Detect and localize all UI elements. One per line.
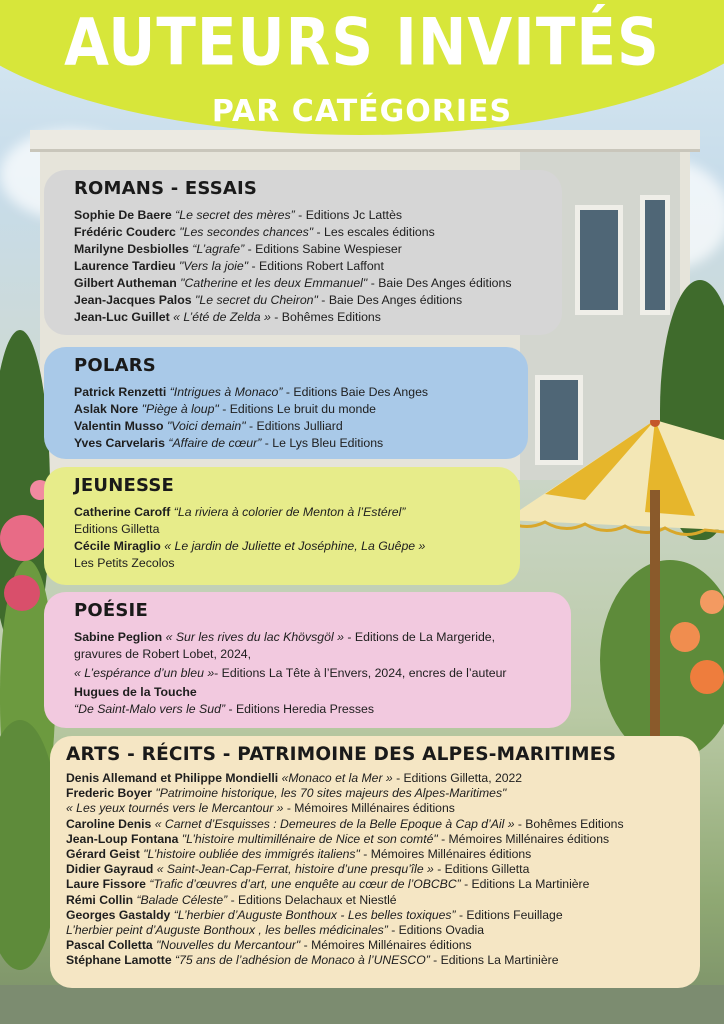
author-name: Laurence Tardieu <box>74 259 176 273</box>
publisher-info: - Editions Jc Lattès <box>294 208 403 222</box>
publisher-info: - Editions Robert Laffont <box>248 259 384 273</box>
category-card-jeunesse <box>44 467 520 585</box>
author-name: Denis Allemand et Philippe Mondielli <box>66 771 279 785</box>
entry-list <box>74 504 510 572</box>
author-name: Jean-Jacques Palos <box>74 293 192 307</box>
work-title: "Piège à loup" <box>141 402 219 416</box>
publisher-info: - Editions La Martinière <box>429 953 559 968</box>
work-title: "L’histoire multimillénaire de Nice et son comté" <box>181 831 438 846</box>
publisher-info: - Editions Delachaux et Niestlé <box>227 892 397 907</box>
publisher-info: - Editions Gilletta <box>433 862 530 877</box>
author-entry <box>74 241 552 258</box>
author-entry <box>74 684 561 701</box>
publisher-info: - Editions de La Margeride, <box>343 630 496 644</box>
author-entry <box>74 665 561 682</box>
publisher-info: - Baie Des Anges éditions <box>317 293 463 307</box>
author-entry <box>74 646 561 663</box>
author-name: Stéphane Lamotte <box>66 953 172 968</box>
rose-flower <box>0 515 46 561</box>
work-title: « L’été de Zelda » <box>173 310 271 324</box>
author-entry <box>74 224 552 241</box>
publisher-info: - Editions Sabine Wespieser <box>244 242 402 256</box>
author-name: Didier Gayraud <box>66 862 154 877</box>
orange-flower <box>700 590 724 614</box>
author-entry <box>74 538 510 555</box>
category-card-arts-recits-patrimoine <box>50 736 700 988</box>
work-title: « Saint-Jean-Cap-Ferrat, histoire d’une presqu’île » <box>156 862 434 877</box>
work-title: "Voici demain" <box>166 419 246 433</box>
category-title: POÉSIE <box>74 600 148 621</box>
author-name: Patrick Renzetti <box>74 385 167 399</box>
work-title: “Intrigues à Monaco” <box>169 385 283 399</box>
work-title: "Vers la joie" <box>179 259 249 273</box>
work-title: "Nouvelles du Mercantour" <box>156 938 301 953</box>
work-title: « L’espérance d’un bleu » <box>74 666 215 680</box>
author-entry <box>74 504 510 521</box>
author-entry <box>66 953 690 968</box>
entry-list <box>74 207 552 326</box>
publisher-info: - Mémoires Millénaires éditions <box>437 831 610 846</box>
publisher-info: - Mémoires Millénaires éditions <box>283 801 455 816</box>
author-name: Georges Gastaldy <box>66 907 171 922</box>
author-entry <box>74 309 552 326</box>
rose-flower <box>4 575 40 611</box>
category-title: ROMANS - ESSAIS <box>74 178 258 199</box>
author-entry <box>74 275 552 292</box>
author-entry <box>66 923 690 938</box>
author-entry <box>74 418 518 435</box>
category-title: POLARS <box>74 355 156 376</box>
category-title: ARTS - RÉCITS - PATRIMOINE DES ALPES-MARITIMES <box>66 744 617 765</box>
work-title: “75 ans de l’adhésion de Monaco à l’UNESCO” <box>175 953 430 968</box>
publisher-info: - Mémoires Millénaires éditions <box>300 938 472 953</box>
entry-list <box>74 629 561 718</box>
publisher-info: - Bohêmes Editions <box>270 310 381 324</box>
work-title: "Le secret du Cheiron" <box>195 293 318 307</box>
author-name: Aslak Nore <box>74 402 139 416</box>
author-name: Jean-Loup Fontana <box>66 831 179 846</box>
author-name: Jean-Luc Guillet <box>74 310 170 324</box>
work-title: “L’agrafe” <box>192 242 245 256</box>
entry-list <box>74 384 518 452</box>
author-entry <box>66 817 690 832</box>
work-title: “De Saint-Malo vers le Sud” <box>74 702 226 716</box>
publisher-info: - Le Lys Bleu Editions <box>261 436 384 450</box>
author-name: Cécile Miraglio <box>74 539 161 553</box>
author-name: Sabine Peglion <box>74 630 163 644</box>
author-entry <box>66 908 690 923</box>
category-card-romans-essais <box>44 170 562 335</box>
publisher-info: - Editions Gilletta, 2022 <box>392 771 523 785</box>
publisher-info: - Editions Baie Des Anges <box>282 385 429 399</box>
work-title: “Trafic d’œuvres d’art, une enquête au cœur de l’OBCBC” <box>149 877 461 892</box>
author-entry <box>66 847 690 862</box>
publisher-info: - Editions La Martinière <box>460 877 590 892</box>
publisher-info: Editions Gilletta <box>74 522 160 536</box>
orange-flower <box>670 622 700 652</box>
parasol-umbrella <box>505 420 724 550</box>
publisher-info: - Baie Des Anges éditions <box>367 276 512 290</box>
publisher-info: - Bohêmes Editions <box>514 816 624 831</box>
author-entry <box>74 292 552 309</box>
publisher-info: - Editions Feuillage <box>455 907 563 922</box>
page-title: AUTEURS INVITÉS <box>64 3 660 81</box>
author-name: Valentin Musso <box>74 419 164 433</box>
work-title: “Balade Céleste” <box>136 892 228 907</box>
publisher-info: - Editions Le bruit du monde <box>218 402 376 416</box>
work-title: "Patrimoine historique, les 70 sites majeurs des Alpes-Maritimes" <box>155 786 507 801</box>
category-card-poesie <box>44 592 571 728</box>
publisher-info: - Editions Julliard <box>245 419 343 433</box>
publisher-info: gravures de Robert Lobet, 2024, <box>74 647 252 661</box>
author-entry <box>74 207 552 224</box>
author-name: Pascal Colletta <box>66 938 153 953</box>
work-title: “Affaire de cœur” <box>168 436 262 450</box>
author-entry <box>74 384 518 401</box>
ground <box>0 985 724 1024</box>
work-title: "Catherine et les deux Emmanuel" <box>180 276 368 290</box>
author-name: Frédéric Couderc <box>74 225 176 239</box>
author-name: Hugues de la Touche <box>74 685 197 699</box>
work-title: « Sur les rives du lac Khövsgöl » <box>165 630 344 644</box>
work-title: “Le secret des mères” <box>175 208 295 222</box>
author-name: Sophie De Baere <box>74 208 172 222</box>
author-name: Frederic Boyer <box>66 786 153 801</box>
work-title: L’herbier peint d’Auguste Bonthoux , les belles médicinales” <box>66 923 388 938</box>
author-name: Rémi Collin <box>66 892 134 907</box>
author-entry <box>66 893 690 908</box>
work-title: "L’histoire oubliée des immigrés italiens" <box>143 847 360 862</box>
category-card-polars <box>44 347 528 459</box>
publisher-info: - Editions La Tête à l’Envers, 2024, encres de l’auteur <box>214 666 507 680</box>
publisher-info: - Mémoires Millénaires éditions <box>359 847 532 862</box>
author-entry <box>74 629 561 646</box>
author-entry <box>74 701 561 718</box>
author-name: Laure Fissore <box>66 877 146 892</box>
work-title: «Monaco et la Mer » <box>281 771 393 785</box>
author-name: Gérard Geist <box>66 847 140 862</box>
orange-flower <box>690 660 724 694</box>
author-entry <box>66 877 690 892</box>
author-entry <box>66 832 690 847</box>
author-entry <box>74 521 510 538</box>
entry-list <box>66 771 690 969</box>
author-entry <box>74 555 510 572</box>
author-name: Gilbert Autheman <box>74 276 177 290</box>
villa-window <box>575 205 623 315</box>
category-title: JEUNESSE <box>74 475 174 496</box>
author-name: Yves Carvelaris <box>74 436 165 450</box>
author-entry <box>74 435 518 452</box>
author-entry <box>66 801 690 816</box>
author-entry <box>66 771 690 786</box>
author-entry <box>66 938 690 953</box>
publisher-info: - Les escales éditions <box>313 225 435 239</box>
author-entry <box>74 401 518 418</box>
author-name: Catherine Caroff <box>74 505 171 519</box>
work-title: “L’herbier d’Auguste Bonthoux - Les belles toxiques” <box>173 907 456 922</box>
author-entry <box>66 786 690 801</box>
author-entry <box>66 862 690 877</box>
villa-window <box>640 195 670 315</box>
work-title: “La riviera à colorier de Menton à l’Estérel” <box>173 505 406 519</box>
author-name: Marilyne Desbiolles <box>74 242 189 256</box>
page-subtitle: PAR CATÉGORIES <box>211 94 513 129</box>
publisher-info: Les Petits Zecolos <box>74 556 175 570</box>
work-title: « Les yeux tournés vers le Mercantour » <box>66 801 284 816</box>
author-name: Caroline Denis <box>66 816 152 831</box>
author-entry <box>74 258 552 275</box>
work-title: « Le jardin de Juliette et Joséphine, La Guêpe » <box>164 539 426 553</box>
work-title: "Les secondes chances" <box>179 225 314 239</box>
parasol-pole <box>650 490 660 740</box>
publisher-info: - Editions Ovadia <box>387 923 485 938</box>
work-title: « Carnet d’Esquisses : Demeures de la Belle Epoque à Cap d’Ail » <box>154 816 515 831</box>
publisher-info: - Editions Heredia Presses <box>225 702 375 716</box>
